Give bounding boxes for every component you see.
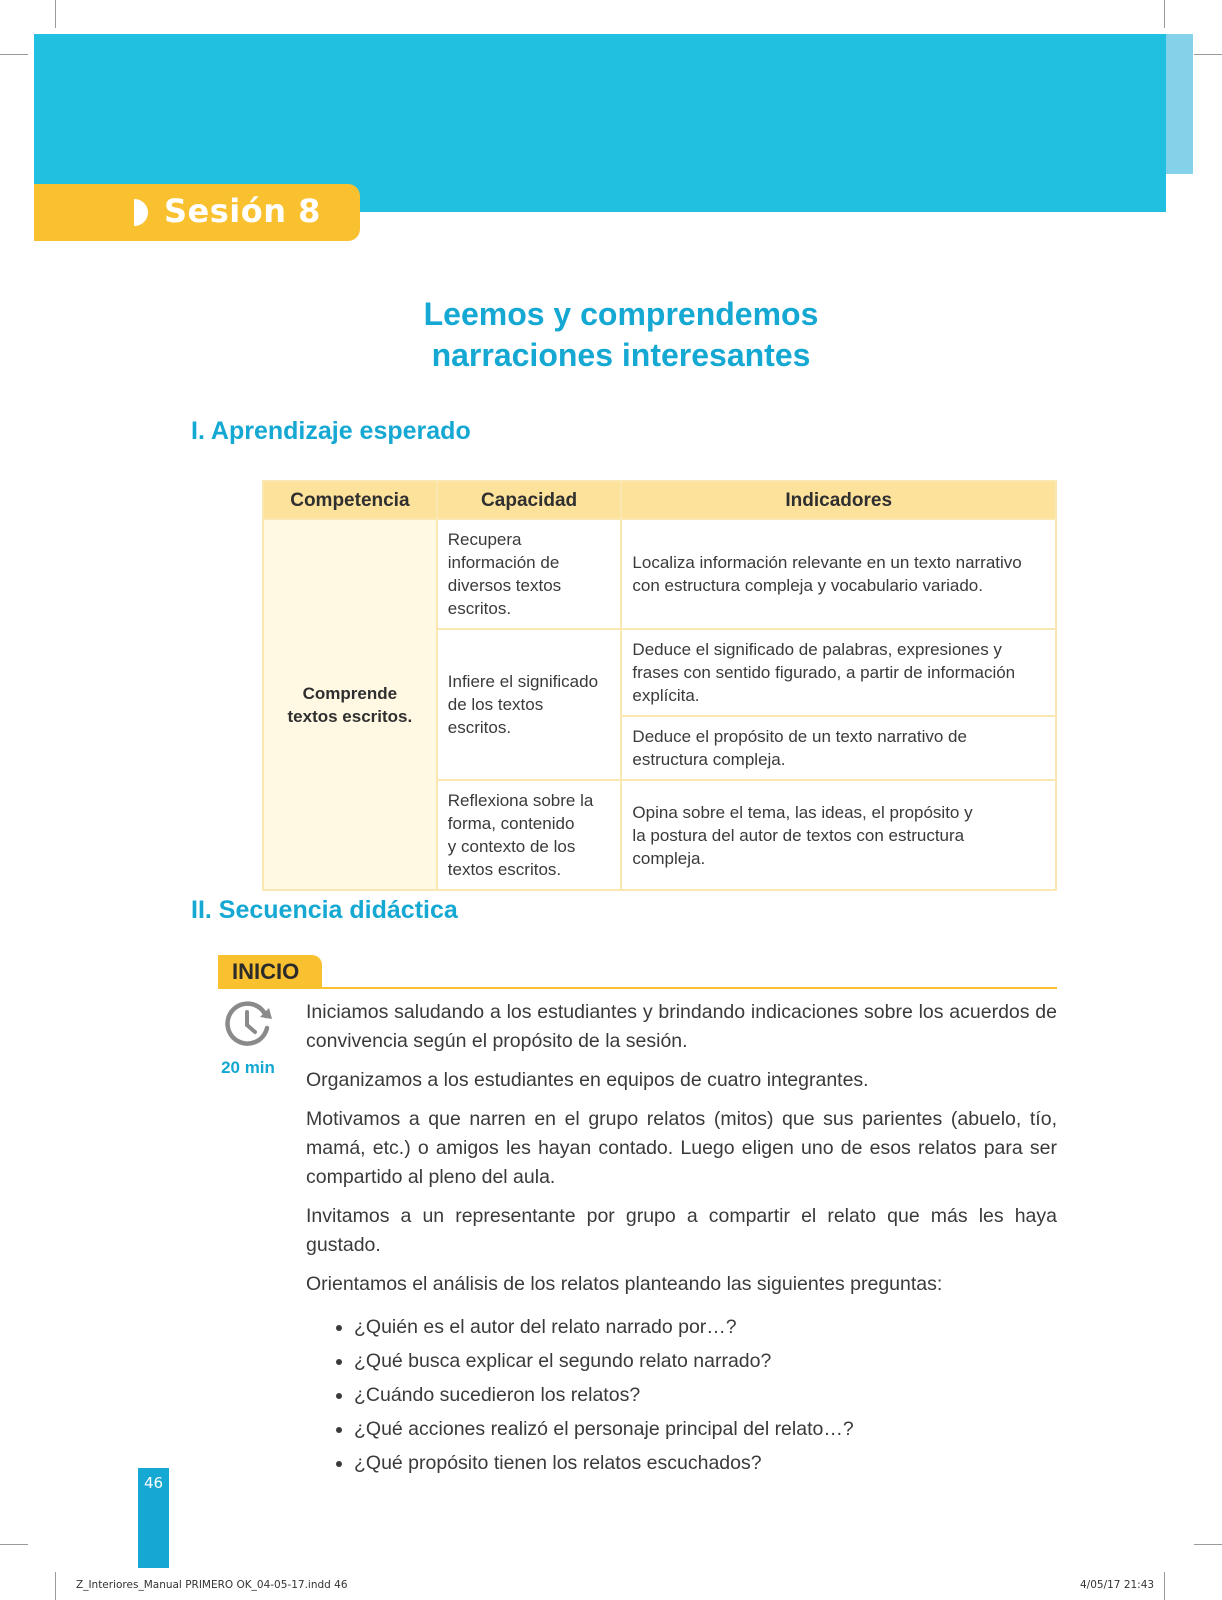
list-item: • ¿Qué busca explicar el segundo relato narrado? — [354, 1347, 1057, 1376]
indicador-cell — [621, 629, 1056, 716]
cell-line: explícita. — [632, 686, 700, 705]
list-item: • ¿Quién es el autor del relato narrado por…? — [354, 1313, 1057, 1342]
cell-line: escritos. — [447, 718, 512, 737]
capacidad-cell — [437, 519, 622, 629]
footer-timestamp: 4/05/17 21:43 — [1080, 1579, 1155, 1591]
competencia-cell — [263, 519, 437, 890]
clock-icon — [222, 998, 274, 1050]
cell-line: Recupera — [447, 530, 522, 549]
list-item: • ¿Cuándo sucedieron los relatos? — [354, 1381, 1057, 1410]
column-header: Competencia — [263, 481, 437, 519]
cell-line: estructura compleja. — [632, 750, 786, 769]
cell-line: Localiza información relevante en un texto narrativo — [632, 553, 1022, 572]
column-header: Capacidad — [437, 481, 622, 519]
table-row — [263, 519, 1056, 629]
indicador-cell — [621, 780, 1056, 890]
paragraph: Organizamos a los estudiantes en equipos de cuatro integrantes. — [306, 1069, 869, 1091]
paragraph: Orientamos el análisis de los relatos planteando las siguientes preguntas: — [306, 1273, 943, 1295]
cell-line: Opina sobre el tema, las ideas, el propósito y — [632, 802, 973, 822]
crop-mark — [1164, 1572, 1165, 1600]
cell-line: Deduce el propósito de un texto narrativo de — [632, 727, 967, 746]
crop-mark — [0, 1544, 28, 1545]
cell-line: forma, contenido — [447, 814, 575, 833]
crop-mark — [55, 1572, 56, 1600]
crop-mark — [0, 54, 28, 55]
question-list — [306, 1313, 1057, 1478]
capacidad-cell — [437, 780, 622, 890]
cell-line: frases con sentido figurado, a partir de información — [632, 663, 1016, 682]
paragraph: Motivamos a que narren en el grupo relatos (mitos) que sus parientes (abuelo, tío, mamá, etc.) o amigos les hayan contado. Luego eligen uno de esos relatos para ser compartido al pleno del aula. — [306, 1108, 1057, 1188]
cell-line: Infiere el significado — [447, 672, 599, 691]
cell-line: información de — [447, 553, 560, 572]
cell-line: de los textos — [447, 695, 544, 714]
table-header-row — [263, 481, 1056, 519]
list-item: • ¿Qué propósito tienen los relatos escuchados? — [354, 1449, 1057, 1478]
page-number: 46 — [143, 1474, 164, 1492]
cell-line: escritos. — [447, 599, 512, 618]
cell-line: Comprende — [302, 683, 398, 703]
indicador-cell — [621, 519, 1056, 629]
header-edge-tab — [1166, 34, 1193, 174]
cell-line: Deduce el significado de palabras, expresiones y — [632, 640, 1002, 659]
page-title-line: narraciones interesantes — [431, 337, 811, 373]
cell-line: la postura del autor de textos con estructura — [632, 825, 965, 845]
page-title — [311, 294, 931, 376]
capacidad-cell — [437, 629, 622, 780]
crop-mark — [1194, 1544, 1222, 1545]
inicio-tab — [218, 955, 322, 989]
list-item: • ¿Qué acciones realizó el personaje principal del relato…? — [354, 1415, 1057, 1444]
paragraph: Invitamos a un representante por grupo a compartir el relato que más les haya gustado. — [306, 1205, 1057, 1256]
inicio-content — [306, 998, 1057, 1483]
cell-line: textos escritos. — [447, 860, 562, 879]
learning-table — [262, 480, 1057, 891]
cell-line: Reflexiona sobre la — [447, 791, 594, 810]
column-header: Indicadores — [621, 481, 1056, 519]
section-heading-aprendizaje: I. Aprendizaje esperado — [191, 417, 471, 445]
footer-filename: Z_Interiores_Manual PRIMERO OK_04-05-17.indd 46 — [76, 1579, 348, 1591]
half-circle-icon — [134, 199, 148, 226]
crop-mark — [1164, 0, 1165, 28]
session-tab — [34, 184, 360, 241]
crop-mark — [55, 0, 56, 28]
session-label: Sesión 8 — [164, 192, 321, 230]
cell-line: diversos textos — [447, 576, 562, 595]
crop-mark — [1194, 54, 1222, 55]
cell-line: compleja. — [632, 848, 706, 868]
indicador-cell — [621, 716, 1056, 780]
page-title-line: Leemos y comprendemos — [423, 296, 819, 332]
paragraph: Iniciamos saludando a los estudiantes y brindando indicaciones sobre los acuerdos de convivencia según el propósito de la sesión. — [306, 1001, 1057, 1052]
duration-label: 20 min — [221, 1058, 275, 1077]
cell-line: con estructura compleja y vocabulario variado. — [632, 576, 983, 595]
cell-line: textos escritos. — [287, 706, 413, 726]
section-heading-secuencia: II. Secuencia didáctica — [191, 896, 458, 924]
inicio-label: INICIO — [232, 959, 300, 984]
cell-line: y contexto de los — [447, 837, 576, 856]
inicio-divider — [218, 987, 1057, 989]
